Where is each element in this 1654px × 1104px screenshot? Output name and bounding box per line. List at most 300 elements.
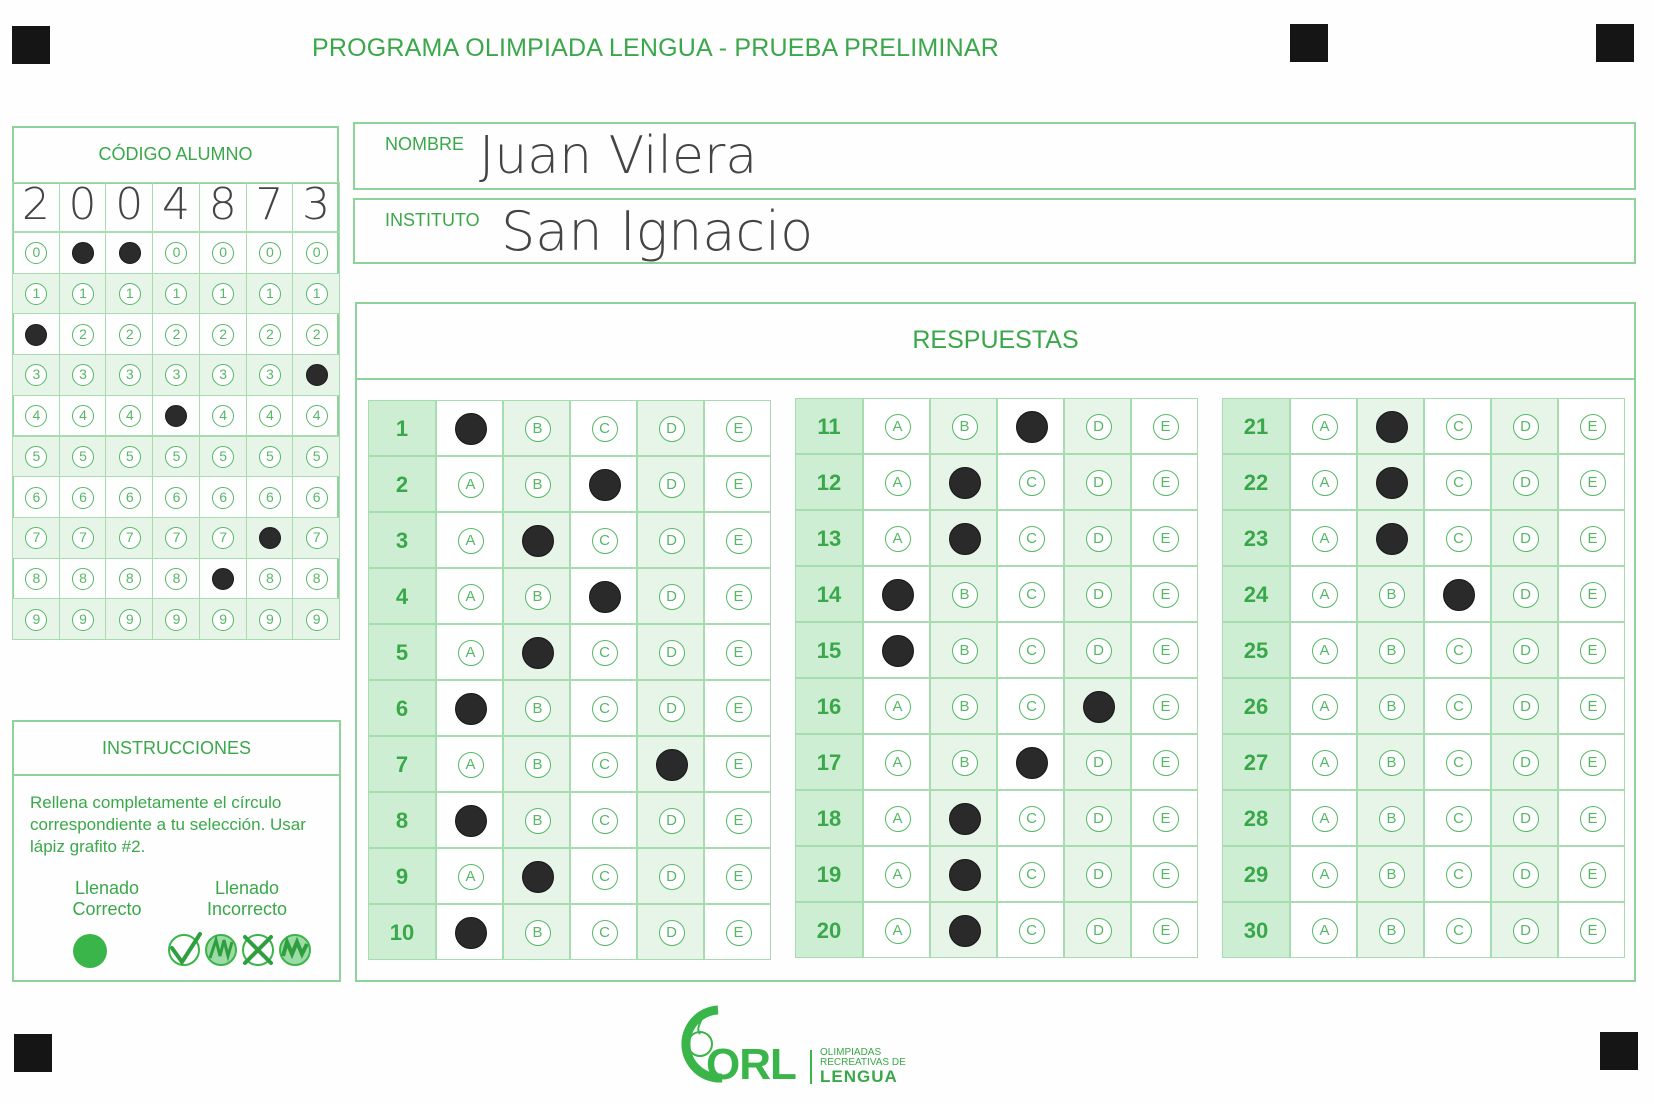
answer-cell — [863, 454, 930, 510]
answer-bubble-c[interactable]: C — [1019, 638, 1045, 664]
answer-bubble-a[interactable]: A — [1312, 918, 1338, 944]
code-bubble-5[interactable]: 5 — [306, 446, 328, 468]
answer-bubble-e[interactable]: E — [1153, 414, 1179, 440]
code-bubble-2[interactable]: 2 — [259, 324, 281, 346]
code-bubble-9[interactable]: 9 — [259, 609, 281, 631]
code-bubble-7[interactable] — [259, 527, 281, 549]
answer-bubble-a[interactable]: A — [458, 864, 484, 890]
code-bubble-3[interactable]: 3 — [25, 364, 47, 386]
answer-bubble-e[interactable]: E — [1580, 694, 1606, 720]
code-bubble-1[interactable]: 1 — [165, 283, 187, 305]
answer-bubble-d[interactable]: D — [1086, 526, 1112, 552]
answer-cell — [1064, 454, 1131, 510]
scribble-mark-icon — [206, 935, 236, 965]
answer-bubble-e[interactable]: E — [1580, 638, 1606, 664]
answer-bubble-e[interactable]: E — [726, 640, 752, 666]
answer-bubble-c[interactable]: C — [1446, 638, 1472, 664]
question-number: 23 — [1243, 526, 1269, 551]
question-number-cell — [1222, 510, 1290, 566]
answer-bubble-c[interactable] — [1016, 747, 1048, 779]
answer-bubble-b[interactable]: B — [1379, 582, 1405, 608]
answer-bubble-b[interactable]: B — [1379, 918, 1405, 944]
answer-bubble-b[interactable]: B — [952, 694, 978, 720]
code-bubble-3[interactable]: 3 — [72, 364, 94, 386]
answer-bubble-e[interactable]: E — [726, 864, 752, 890]
answer-bubble-c[interactable]: C — [592, 920, 618, 946]
code-cell — [59, 436, 107, 478]
answer-bubble-d[interactable]: D — [1513, 806, 1539, 832]
answer-bubble-d[interactable]: D — [1513, 918, 1539, 944]
answer-cell — [1290, 566, 1357, 622]
question-number: 14 — [816, 582, 842, 607]
answer-cell — [436, 568, 503, 624]
code-cell — [246, 273, 294, 315]
code-bubble-9[interactable]: 9 — [119, 609, 141, 631]
answer-bubble-e[interactable]: E — [1153, 694, 1179, 720]
answer-bubble-b[interactable] — [522, 525, 554, 557]
code-bubble-3[interactable] — [306, 364, 328, 386]
answer-cell — [1290, 902, 1357, 958]
answer-bubble-c[interactable]: C — [1019, 582, 1045, 608]
code-bubble-0[interactable] — [119, 242, 141, 264]
answer-bubble-c[interactable]: C — [1019, 918, 1045, 944]
code-bubble-5[interactable]: 5 — [25, 446, 47, 468]
code-bubble-0[interactable]: 0 — [259, 242, 281, 264]
answer-bubble-b[interactable] — [949, 915, 981, 947]
answer-bubble-e[interactable]: E — [1580, 414, 1606, 440]
answer-bubble-d[interactable]: D — [1513, 470, 1539, 496]
answer-bubble-b[interactable]: B — [525, 920, 551, 946]
code-bubble-4[interactable]: 4 — [119, 405, 141, 427]
answer-bubble-a[interactable]: A — [885, 862, 911, 888]
code-bubble-0[interactable]: 0 — [306, 242, 328, 264]
code-bubble-3[interactable]: 3 — [165, 364, 187, 386]
code-bubble-8[interactable]: 8 — [72, 568, 94, 590]
code-bubble-6[interactable]: 6 — [119, 487, 141, 509]
registration-mark-top-left — [12, 26, 50, 64]
code-bubble-1[interactable]: 1 — [72, 283, 94, 305]
answer-bubble-c[interactable]: C — [1446, 862, 1472, 888]
incorrect-fill-label: Llenado Incorrecto — [206, 878, 288, 919]
answer-bubble-e[interactable]: E — [1580, 862, 1606, 888]
code-bubble-8[interactable]: 8 — [259, 568, 281, 590]
question-number-cell — [1222, 790, 1290, 846]
code-bubble-8[interactable]: 8 — [165, 568, 187, 590]
answer-bubble-a[interactable]: A — [458, 640, 484, 666]
answer-cell — [997, 790, 1064, 846]
code-bubble-7[interactable]: 7 — [72, 527, 94, 549]
code-bubble-6[interactable]: 6 — [72, 487, 94, 509]
registration-mark-bottom-left — [14, 1034, 52, 1072]
code-digit-written: 2 — [21, 179, 50, 230]
answer-bubble-e[interactable]: E — [726, 472, 752, 498]
code-bubble-4[interactable]: 4 — [259, 405, 281, 427]
code-bubble-3[interactable]: 3 — [259, 364, 281, 386]
code-bubble-1[interactable]: 1 — [306, 283, 328, 305]
code-bubble-5[interactable]: 5 — [165, 446, 187, 468]
answer-bubble-d[interactable]: D — [659, 584, 685, 610]
answer-bubble-a[interactable]: A — [458, 584, 484, 610]
code-bubble-6[interactable]: 6 — [306, 487, 328, 509]
answer-bubble-c[interactable]: C — [1446, 526, 1472, 552]
answer-bubble-c[interactable] — [1443, 579, 1475, 611]
question-number: 11 — [817, 414, 841, 439]
answer-bubble-e[interactable]: E — [726, 808, 752, 834]
answer-bubble-a[interactable] — [455, 805, 487, 837]
answer-bubble-b[interactable] — [949, 859, 981, 891]
code-cell — [292, 517, 340, 559]
answer-bubble-b[interactable] — [949, 803, 981, 835]
code-bubble-5[interactable]: 5 — [119, 446, 141, 468]
answer-bubble-a[interactable] — [455, 693, 487, 725]
answer-bubble-d[interactable]: D — [1086, 638, 1112, 664]
code-bubble-1[interactable]: 1 — [212, 283, 234, 305]
code-bubble-4[interactable]: 4 — [212, 405, 234, 427]
answer-bubble-a[interactable]: A — [885, 806, 911, 832]
answer-cell — [1357, 790, 1424, 846]
answer-bubble-c[interactable] — [1016, 411, 1048, 443]
code-cell — [105, 395, 153, 437]
answer-bubble-d[interactable]: D — [1513, 582, 1539, 608]
answer-bubble-e[interactable]: E — [1153, 806, 1179, 832]
code-cell — [246, 313, 294, 355]
answer-bubble-c[interactable]: C — [592, 864, 618, 890]
incorrect-fill-examples — [166, 930, 316, 975]
answer-bubble-e[interactable]: E — [1153, 862, 1179, 888]
answer-bubble-d[interactable]: D — [1086, 470, 1112, 496]
answer-bubble-d[interactable]: D — [1086, 750, 1112, 776]
answer-bubble-d[interactable]: D — [1086, 414, 1112, 440]
answer-bubble-c[interactable]: C — [592, 528, 618, 554]
answer-bubble-a[interactable] — [455, 413, 487, 445]
answer-cell — [637, 848, 704, 904]
answer-cell — [997, 846, 1064, 902]
answer-cell — [704, 736, 771, 792]
answer-bubble-c[interactable]: C — [1446, 694, 1472, 720]
answer-bubble-e[interactable]: E — [1153, 582, 1179, 608]
answer-bubble-a[interactable]: A — [885, 414, 911, 440]
answer-cell — [1558, 678, 1625, 734]
code-bubble-7[interactable]: 7 — [306, 527, 328, 549]
code-bubble-8[interactable]: 8 — [25, 568, 47, 590]
question-number: 7 — [395, 752, 409, 777]
code-bubble-6[interactable]: 6 — [259, 487, 281, 509]
answer-bubble-b[interactable] — [1376, 523, 1408, 555]
answer-bubble-c[interactable] — [589, 469, 621, 501]
answer-bubble-a[interactable] — [455, 917, 487, 949]
answer-bubble-d[interactable]: D — [1086, 806, 1112, 832]
answer-cell — [637, 568, 704, 624]
code-bubble-7[interactable]: 7 — [165, 527, 187, 549]
code-bubble-5[interactable]: 5 — [259, 446, 281, 468]
answer-bubble-a[interactable]: A — [458, 472, 484, 498]
answer-bubble-c[interactable]: C — [1446, 750, 1472, 776]
answer-bubble-d[interactable]: D — [659, 528, 685, 554]
answer-bubble-a[interactable]: A — [1312, 694, 1338, 720]
answer-bubble-c[interactable]: C — [592, 416, 618, 442]
answer-cell — [930, 622, 997, 678]
code-bubble-5[interactable]: 5 — [72, 446, 94, 468]
answer-bubble-a[interactable]: A — [458, 752, 484, 778]
answer-cell — [1491, 846, 1558, 902]
nombre-value: Juan Vilera — [479, 126, 758, 186]
code-bubble-0[interactable] — [72, 242, 94, 264]
answer-cell — [1558, 846, 1625, 902]
answer-bubble-d[interactable]: D — [659, 640, 685, 666]
answer-cell — [570, 736, 637, 792]
answer-bubble-e[interactable]: E — [726, 920, 752, 946]
answer-bubble-d[interactable]: D — [1086, 862, 1112, 888]
answer-bubble-d[interactable]: D — [659, 864, 685, 890]
answer-cell — [1558, 510, 1625, 566]
answer-bubble-e[interactable]: E — [1153, 750, 1179, 776]
code-cell — [105, 598, 153, 640]
answer-bubble-e[interactable]: E — [726, 752, 752, 778]
code-cell — [246, 476, 294, 518]
answer-cell — [930, 902, 997, 958]
answer-bubble-e[interactable]: E — [1580, 918, 1606, 944]
code-bubble-6[interactable]: 6 — [25, 487, 47, 509]
question-number: 25 — [1243, 638, 1269, 663]
code-bubble-7[interactable]: 7 — [119, 527, 141, 549]
answer-bubble-b[interactable]: B — [1379, 694, 1405, 720]
answer-cell — [1131, 510, 1198, 566]
answer-bubble-c[interactable]: C — [1446, 414, 1472, 440]
answer-cell — [1424, 846, 1491, 902]
instructions-header-divider — [14, 774, 339, 776]
answer-bubble-e[interactable]: E — [1153, 526, 1179, 552]
answer-bubble-c[interactable] — [589, 581, 621, 613]
answer-cell — [1357, 846, 1424, 902]
question-number: 5 — [395, 640, 409, 665]
code-bubble-2[interactable]: 2 — [306, 324, 328, 346]
answer-bubble-d[interactable]: D — [1513, 414, 1539, 440]
answer-cell — [1424, 622, 1491, 678]
answer-bubble-b[interactable]: B — [525, 584, 551, 610]
answer-bubble-a[interactable]: A — [885, 694, 911, 720]
answer-bubble-b[interactable]: B — [1379, 862, 1405, 888]
answer-bubble-a[interactable]: A — [1312, 470, 1338, 496]
answer-bubble-e[interactable]: E — [726, 584, 752, 610]
answer-bubble-e[interactable]: E — [726, 528, 752, 554]
answer-cell — [1357, 678, 1424, 734]
answer-bubble-d[interactable]: D — [659, 696, 685, 722]
answer-bubble-c[interactable]: C — [1019, 526, 1045, 552]
answer-cell — [1290, 622, 1357, 678]
code-bubble-4[interactable]: 4 — [25, 405, 47, 427]
answer-bubble-b[interactable] — [1376, 411, 1408, 443]
answer-bubble-b[interactable]: B — [525, 472, 551, 498]
answer-bubble-b[interactable]: B — [1379, 750, 1405, 776]
answer-cell — [1064, 846, 1131, 902]
answer-bubble-b[interactable]: B — [952, 414, 978, 440]
question-number-cell — [1222, 454, 1290, 510]
code-digit-box — [59, 179, 107, 232]
code-bubble-4[interactable] — [165, 405, 187, 427]
answer-bubble-d[interactable]: D — [1513, 694, 1539, 720]
code-bubble-1[interactable]: 1 — [119, 283, 141, 305]
answer-bubble-b[interactable]: B — [952, 750, 978, 776]
answer-bubble-b[interactable]: B — [1379, 806, 1405, 832]
answer-bubble-c[interactable]: C — [1019, 694, 1045, 720]
code-cell — [59, 558, 107, 600]
answer-bubble-c[interactable]: C — [1019, 470, 1045, 496]
code-bubble-3[interactable]: 3 — [119, 364, 141, 386]
answer-bubble-d[interactable]: D — [659, 808, 685, 834]
code-bubble-8[interactable] — [212, 568, 234, 590]
answer-cell — [863, 734, 930, 790]
code-bubble-9[interactable]: 9 — [25, 609, 47, 631]
answer-bubble-c[interactable]: C — [1446, 918, 1472, 944]
code-bubble-2[interactable]: 2 — [119, 324, 141, 346]
answer-bubble-c[interactable]: C — [592, 640, 618, 666]
answer-bubble-b[interactable] — [1376, 467, 1408, 499]
answer-cell — [570, 624, 637, 680]
code-cell — [292, 476, 340, 518]
answer-bubble-c[interactable]: C — [592, 696, 618, 722]
answer-bubble-c[interactable]: C — [1446, 470, 1472, 496]
answer-bubble-a[interactable] — [882, 635, 914, 667]
code-bubble-8[interactable]: 8 — [306, 568, 328, 590]
answer-bubble-b[interactable] — [949, 467, 981, 499]
code-cell — [199, 436, 247, 478]
answer-bubble-a[interactable]: A — [885, 750, 911, 776]
answer-bubble-c[interactable]: C — [592, 808, 618, 834]
answer-bubble-c[interactable]: C — [1019, 862, 1045, 888]
answer-bubble-d[interactable]: D — [659, 920, 685, 946]
code-cell — [246, 598, 294, 640]
answer-bubble-d[interactable] — [1083, 691, 1115, 723]
answer-cell — [1290, 678, 1357, 734]
answer-bubble-e[interactable]: E — [726, 696, 752, 722]
code-bubble-9[interactable]: 9 — [165, 609, 187, 631]
code-bubble-7[interactable]: 7 — [25, 527, 47, 549]
answer-cell — [704, 400, 771, 456]
code-bubble-4[interactable]: 4 — [306, 405, 328, 427]
answer-bubble-a[interactable]: A — [885, 918, 911, 944]
answer-bubble-a[interactable]: A — [1312, 582, 1338, 608]
answer-cell — [436, 456, 503, 512]
code-bubble-5[interactable]: 5 — [212, 446, 234, 468]
code-bubble-9[interactable]: 9 — [212, 609, 234, 631]
answer-bubble-e[interactable]: E — [1580, 526, 1606, 552]
answer-bubble-d[interactable]: D — [1513, 862, 1539, 888]
code-bubble-1[interactable]: 1 — [25, 283, 47, 305]
answer-bubble-a[interactable]: A — [458, 528, 484, 554]
answer-bubble-d[interactable]: D — [1086, 582, 1112, 608]
answer-bubble-d[interactable]: D — [659, 416, 685, 442]
answer-bubble-a[interactable] — [882, 579, 914, 611]
answer-bubble-d[interactable]: D — [659, 472, 685, 498]
answer-cell — [503, 904, 570, 960]
code-bubble-2[interactable]: 2 — [165, 324, 187, 346]
code-cell — [105, 558, 153, 600]
answer-bubble-e[interactable]: E — [1580, 582, 1606, 608]
question-number-cell — [368, 680, 436, 736]
answer-cell — [1357, 398, 1424, 454]
answer-bubble-d[interactable]: D — [1513, 526, 1539, 552]
answer-cell — [1424, 734, 1491, 790]
code-bubble-9[interactable]: 9 — [306, 609, 328, 631]
question-number: 1 — [395, 416, 409, 441]
answer-bubble-a[interactable]: A — [1312, 806, 1338, 832]
answer-bubble-a[interactable]: A — [885, 470, 911, 496]
question-number-cell — [368, 568, 436, 624]
answer-bubble-b[interactable]: B — [952, 582, 978, 608]
answer-bubble-b[interactable]: B — [1379, 638, 1405, 664]
answer-bubble-b[interactable] — [949, 523, 981, 555]
code-bubble-6[interactable]: 6 — [165, 487, 187, 509]
answer-bubble-d[interactable]: D — [1513, 750, 1539, 776]
answer-cell — [704, 904, 771, 960]
code-cell — [12, 273, 60, 315]
answer-cell — [1491, 678, 1558, 734]
question-number: 24 — [1243, 582, 1269, 607]
answer-bubble-d[interactable]: D — [1086, 918, 1112, 944]
code-bubble-8[interactable]: 8 — [119, 568, 141, 590]
answer-bubble-c[interactable]: C — [1446, 806, 1472, 832]
answer-bubble-b[interactable]: B — [952, 638, 978, 664]
answer-bubble-e[interactable]: E — [1153, 470, 1179, 496]
code-bubble-2[interactable]: 2 — [212, 324, 234, 346]
code-bubble-2[interactable]: 2 — [72, 324, 94, 346]
code-bubble-4[interactable]: 4 — [72, 405, 94, 427]
code-bubble-2[interactable] — [25, 324, 47, 346]
answer-bubble-a[interactable]: A — [1312, 526, 1338, 552]
question-number-cell — [1222, 678, 1290, 734]
answer-bubble-b[interactable]: B — [525, 752, 551, 778]
answer-bubble-b[interactable]: B — [525, 416, 551, 442]
answer-bubble-c[interactable]: C — [592, 752, 618, 778]
answer-bubble-e[interactable]: E — [1153, 638, 1179, 664]
answer-bubble-e[interactable]: E — [726, 416, 752, 442]
answer-bubble-a[interactable]: A — [1312, 414, 1338, 440]
answer-bubble-e[interactable]: E — [1580, 750, 1606, 776]
code-bubble-3[interactable]: 3 — [212, 364, 234, 386]
check-mark-icon — [169, 934, 200, 965]
question-number-cell — [368, 792, 436, 848]
answer-bubble-b[interactable] — [522, 637, 554, 669]
answer-bubble-d[interactable] — [656, 749, 688, 781]
answer-bubble-e[interactable]: E — [1580, 470, 1606, 496]
answer-bubble-c[interactable]: C — [1019, 806, 1045, 832]
answer-bubble-a[interactable]: A — [1312, 750, 1338, 776]
answer-bubble-a[interactable]: A — [885, 526, 911, 552]
code-digit-written: 7 — [255, 179, 284, 230]
answer-bubble-a[interactable]: A — [1312, 638, 1338, 664]
code-cell — [152, 354, 200, 396]
answer-bubble-b[interactable] — [522, 861, 554, 893]
registration-mark-bottom-right — [1600, 1032, 1638, 1070]
answer-cell — [704, 456, 771, 512]
code-bubble-0[interactable]: 0 — [25, 242, 47, 264]
code-bubble-9[interactable]: 9 — [72, 609, 94, 631]
answer-bubble-e[interactable]: E — [1153, 918, 1179, 944]
answer-bubble-e[interactable]: E — [1580, 806, 1606, 832]
answer-bubble-a[interactable]: A — [1312, 862, 1338, 888]
code-bubble-0[interactable]: 0 — [165, 242, 187, 264]
answer-bubble-b[interactable]: B — [525, 696, 551, 722]
code-bubble-0[interactable]: 0 — [212, 242, 234, 264]
question-number: 18 — [816, 806, 842, 831]
answer-bubble-b[interactable]: B — [525, 808, 551, 834]
answer-cell — [997, 902, 1064, 958]
code-bubble-1[interactable]: 1 — [259, 283, 281, 305]
code-bubble-7[interactable]: 7 — [212, 527, 234, 549]
code-bubble-6[interactable]: 6 — [212, 487, 234, 509]
answer-bubble-d[interactable]: D — [1513, 638, 1539, 664]
answer-cell — [1064, 622, 1131, 678]
